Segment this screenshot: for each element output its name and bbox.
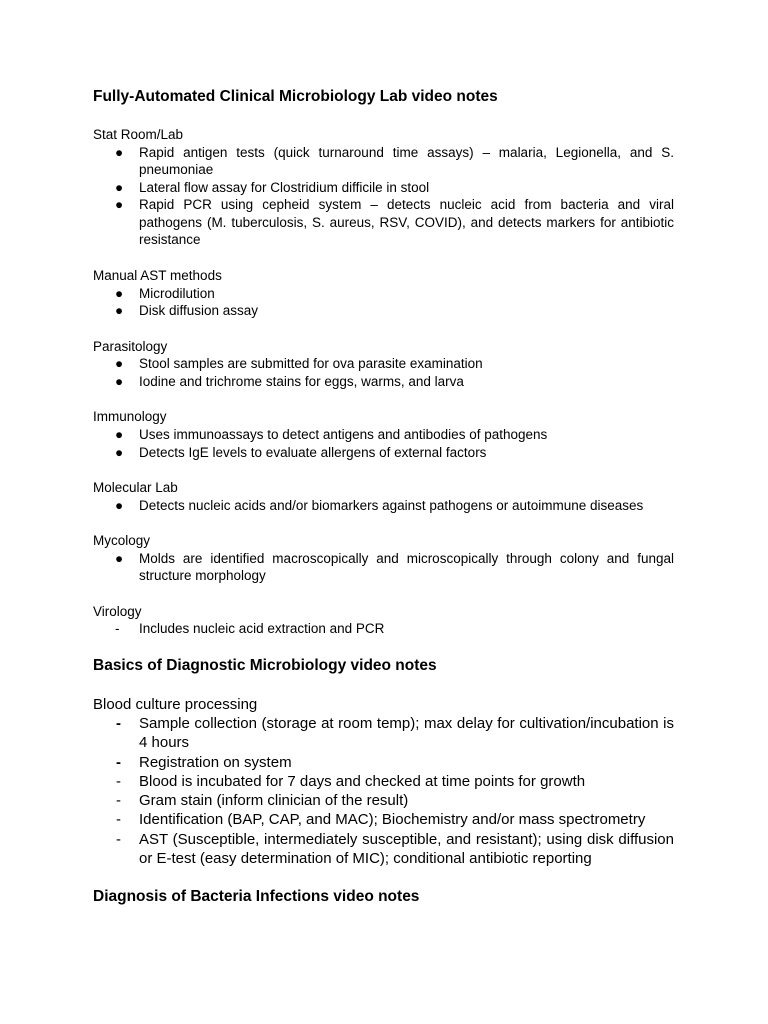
group (93, 338, 674, 391)
list-item: - Sample collection (storage at room temp); max delay for cultivation/incubation is 4 hours (116, 715, 674, 752)
document-page (93, 87, 674, 907)
list-item: ● Stool samples are submitted for ova parasite examination (115, 356, 483, 372)
dash-list (93, 714, 674, 868)
list-item: - Includes nucleic acid extraction and PCR (115, 621, 385, 637)
bullet-icon: ● (115, 550, 124, 566)
list-item: ● Molds are identified macroscopically and microscopically through colony and fungal structure morphology (115, 550, 674, 584)
bullet-icon: ● (115, 373, 124, 389)
dash-icon: - (116, 715, 121, 732)
dash-icon: - (116, 772, 121, 790)
group-label: Parasitology (93, 338, 168, 354)
group-label: Immunology (93, 409, 167, 425)
bullet-icon: ● (115, 497, 124, 513)
group (93, 532, 674, 585)
group-label: Blood culture processing (93, 696, 258, 713)
bullet-icon: ● (115, 285, 124, 301)
list-item: - Blood is incubated for 7 days and checked at time points for growth (116, 772, 586, 790)
group (93, 267, 674, 320)
dash-icon: - (115, 621, 120, 637)
section-heading: Fully-Automated Clinical Microbiology Lab video notes (93, 88, 498, 105)
list-item: - Registration on system (116, 753, 292, 771)
bullet-icon: ● (115, 179, 124, 195)
group (93, 126, 674, 249)
bullet-list (93, 497, 674, 515)
dash-icon: - (116, 830, 121, 848)
bullet-list (93, 355, 674, 390)
bullet-icon: ● (115, 444, 124, 460)
group-label: Molecular Lab (93, 480, 178, 496)
bullet-list (93, 144, 674, 250)
list-item: ● Detects IgE levels to evaluate allergens of external factors (115, 444, 487, 460)
bullet-icon: ● (115, 356, 124, 372)
list-item: ● Rapid PCR using cepheid system – detects nucleic acid from bacteria and viral pathogens (M. tuberculosis, S. aureus, RSV, COVID), and detects markers for antibiotic resistance (115, 197, 674, 248)
bullet-list (93, 426, 674, 461)
group (93, 695, 674, 868)
group-label: Mycology (93, 533, 151, 549)
list-item: ● Iodine and trichrome stains for eggs, warms, and larva (115, 373, 464, 389)
list-item: ● Uses immunoassays to detect antigens and antibodies of pathogens (115, 426, 548, 442)
bullet-icon: ● (115, 303, 124, 319)
list-item: - Gram stain (inform clinician of the result) (116, 792, 409, 810)
dash-icon: - (116, 753, 121, 771)
list-item: ● Lateral flow assay for Clostridium difficile in stool (115, 179, 430, 195)
list-item: ● Detects nucleic acids and/or biomarkers against pathogens or autoimmune diseases (115, 497, 644, 513)
bullet-icon: ● (115, 197, 124, 213)
group (93, 479, 674, 514)
list-item: - AST (Susceptible, intermediately susceptible, and resistant); using disk diffusion or E-test (easy determination of MIC); conditional antibiotic reporting (116, 830, 674, 868)
group-label: Stat Room/Lab (93, 127, 184, 142)
group-label: Manual AST methods (93, 268, 222, 284)
bullet-icon: ● (115, 144, 124, 160)
list-item: - Identification (BAP, CAP, and MAC); Biochemistry and/or mass spectrometry (116, 811, 646, 829)
group (93, 408, 674, 461)
bullet-list (93, 550, 674, 585)
bullet-list (93, 285, 674, 320)
dash-icon: - (116, 792, 121, 810)
list-item: ● Disk diffusion assay (115, 303, 259, 319)
list-item: ● Microdilution (115, 285, 215, 301)
dash-icon: - (116, 811, 121, 829)
section-heading: Diagnosis of Bacteria Infections video notes (93, 888, 420, 906)
group-label: Virology (93, 603, 142, 619)
bullet-icon: ● (115, 426, 124, 442)
list-item: ● Rapid antigen tests (quick turnaround time assays) – malaria, Legionella, and S. pneumoniae (115, 144, 674, 178)
section-heading: Basics of Diagnostic Microbiology video notes (93, 657, 437, 674)
dash-list (93, 620, 674, 638)
group (93, 603, 674, 638)
